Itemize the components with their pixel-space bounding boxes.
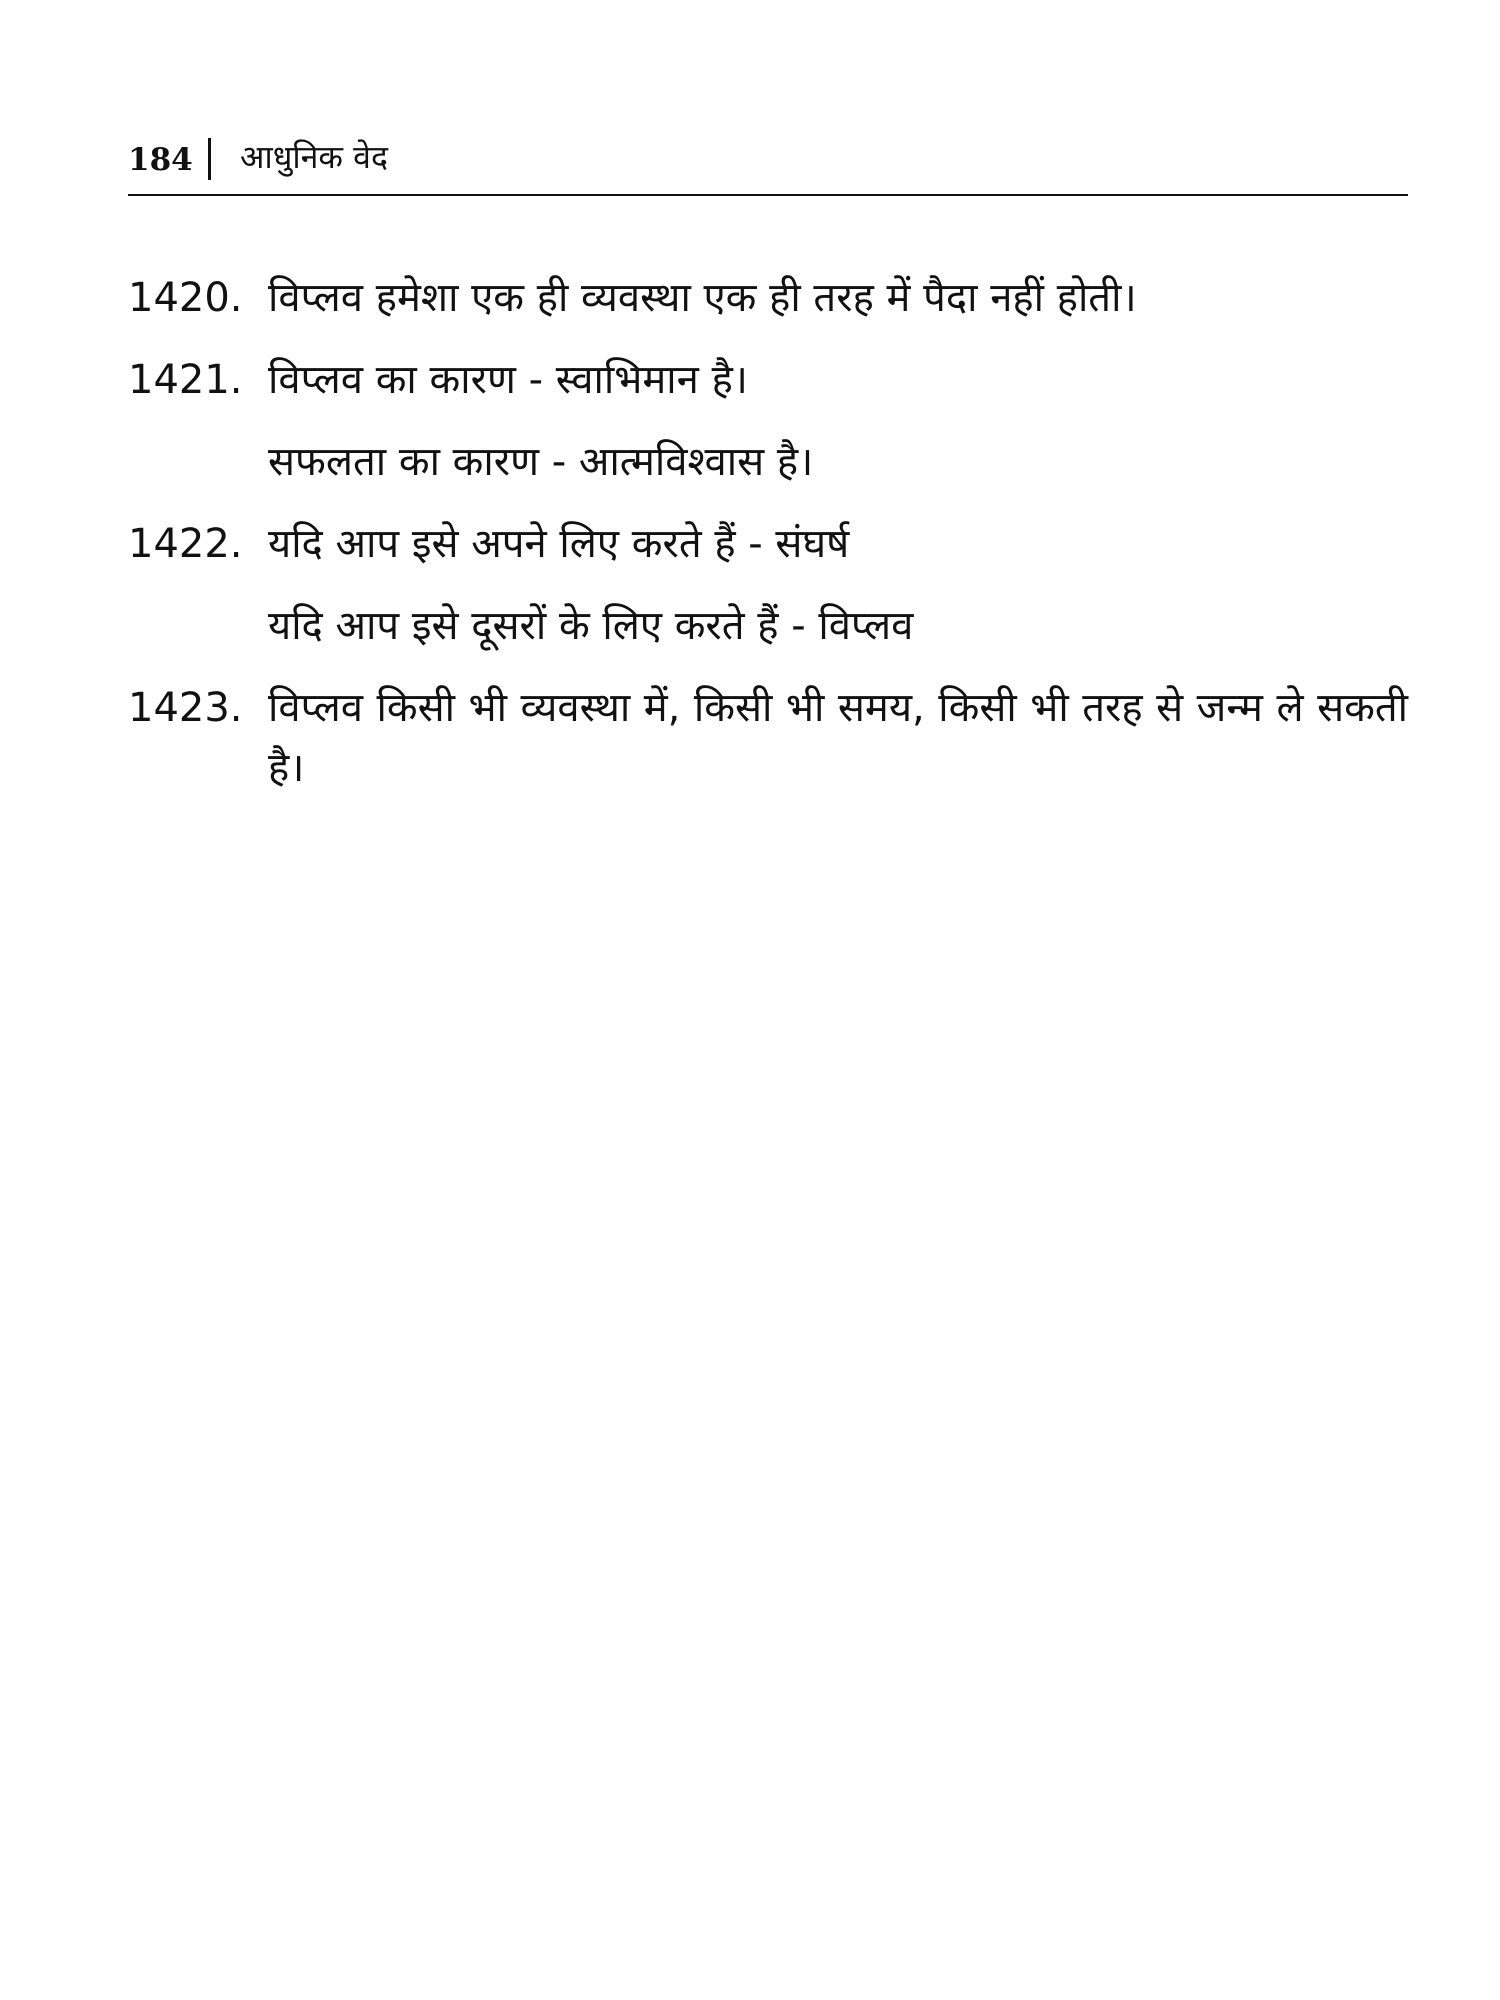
entries-list <box>128 268 1408 820</box>
entry-text: यदि आप इसे अपने लिए करते हैं - संघर्ष <box>268 521 850 567</box>
header-separator <box>208 138 211 180</box>
entry-number: 1420. <box>128 275 243 321</box>
book-title: आधुनिक वेद <box>240 138 388 176</box>
entry-1422 <box>128 514 1408 656</box>
running-header <box>128 128 1408 196</box>
entry-text: विप्लव हमेशा एक ही व्यवस्था एक ही तरह में पैदा नहीं होती। <box>268 275 1137 321</box>
entry-number: 1422. <box>128 521 243 567</box>
entry-number: 1423. <box>128 685 243 731</box>
entry-1423 <box>128 678 1408 798</box>
entry-1420 <box>128 268 1408 328</box>
entry-text: विप्लव का कारण - स्वाभिमान है। <box>268 357 748 403</box>
page-number: 184 <box>128 142 193 178</box>
entry-text-continued: सफलता का कारण - आत्मविश्वास है। <box>268 439 814 485</box>
header-rule <box>128 194 1408 196</box>
entry-text: विप्लव किसी भी व्यवस्था में, किसी भी समय, किसी भी तरह से जन्म ले सकती है। <box>268 685 1408 791</box>
entry-text-continued: यदि आप इसे दूसरों के लिए करते हैं - विप्लव <box>268 603 914 649</box>
entry-number: 1421. <box>128 357 243 403</box>
entry-1421 <box>128 350 1408 492</box>
